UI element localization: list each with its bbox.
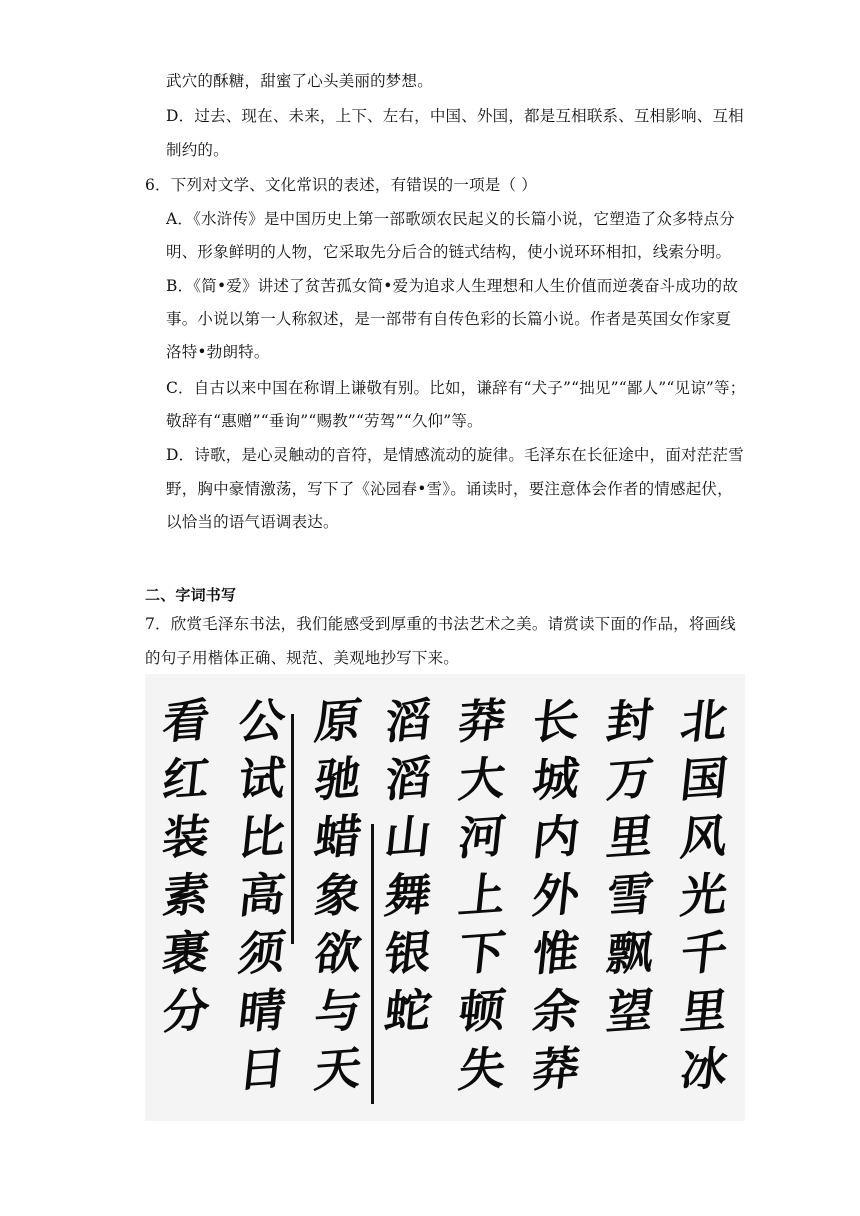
- q6-option-d-line2: 野，胸中豪情激荡，写下了《沁园春•雪》。诵读时，要注意体会作者的情感起伏，: [166, 480, 733, 498]
- calligraphy-character: 须: [235, 924, 289, 982]
- calligraphy-character: 光: [677, 866, 731, 924]
- calligraphy-character: 莽: [529, 1040, 583, 1098]
- calligraphy-character: 上: [455, 866, 509, 924]
- calligraphy-character: 城: [529, 750, 583, 808]
- calligraphy-character: 内: [529, 808, 583, 866]
- calligraphy-character: 河: [455, 808, 509, 866]
- q6-option-c-line2: 敬辞有“惠赠”“垂询”“赐教”“劳驾”“久仰”等。: [166, 412, 483, 430]
- calligraphy-character: 比: [235, 808, 289, 866]
- calligraphy-column-8: [153, 692, 219, 1040]
- calligraphy-character: 欲: [311, 924, 365, 982]
- q6-option-b-line3: 洛特•勃朗特。: [166, 343, 270, 361]
- calligraphy-character: 山: [381, 808, 435, 866]
- calligraphy-character: 与: [311, 982, 365, 1040]
- q5-option-d-line2: 制约的。: [166, 141, 229, 159]
- underline-mark: [371, 824, 374, 1104]
- calligraphy-column-3: [523, 692, 589, 1098]
- calligraphy-character: 象: [311, 866, 365, 924]
- calligraphy-character: 雪: [603, 866, 657, 924]
- calligraphy-character: 晴: [235, 982, 289, 1040]
- calligraphy-character: 顿: [455, 982, 509, 1040]
- calligraphy-character: 封: [603, 692, 657, 750]
- q6-stem: 6．下列对文学、文化常识的表述，有错误的一项是（ ）: [145, 176, 537, 194]
- q6-option-d-line1: D．诗歌，是心灵触动的音符，是情感流动的旋律。毛泽东在长征途中，面对茫茫雪: [166, 446, 744, 464]
- calligraphy-character: 里: [603, 808, 657, 866]
- calligraphy-character: 风: [677, 808, 731, 866]
- calligraphy-column-7: [229, 692, 295, 1098]
- calligraphy-character: 原: [311, 692, 365, 750]
- calligraphy-character: 日: [235, 1040, 289, 1098]
- calligraphy-column-6: [305, 692, 371, 1098]
- q7-stem-line2: 的句子用楷体正确、规范、美观地抄写下来。: [145, 649, 460, 667]
- calligraphy-character: 望: [603, 982, 657, 1040]
- q5-option-c-continued: 武穴的酥糖，甜蜜了心头美丽的梦想。: [166, 72, 433, 90]
- q6-option-a-line2: 明、形象鲜明的人物，它采取先分后合的链式结构，使小说环环相扣，线索分明。: [166, 243, 732, 261]
- calligraphy-character: 银: [381, 924, 435, 982]
- q6-option-b-line1: B．《简•爱》讲述了贫苦孤女简•爱为追求人生理想和人生价值而逆袭奋斗成功的故: [166, 277, 739, 295]
- calligraphy-character: 冰: [677, 1040, 731, 1098]
- q6-option-a-line1: A．《水浒传》是中国历史上第一部歌颂农民起义的长篇小说，它塑造了众多特点分: [166, 210, 735, 228]
- calligraphy-character: 里: [677, 982, 731, 1040]
- calligraphy-character: 大: [455, 750, 509, 808]
- calligraphy-character: 裹: [159, 924, 213, 982]
- calligraphy-column-2: [597, 692, 663, 1040]
- calligraphy-character: 滔: [381, 750, 435, 808]
- calligraphy-column-4: [449, 692, 515, 1098]
- calligraphy-character: 蜡: [311, 808, 365, 866]
- calligraphy-character: 万: [603, 750, 657, 808]
- q6-option-d-line3: 以恰当的语气语调表达。: [166, 513, 339, 531]
- calligraphy-character: 舞: [381, 866, 435, 924]
- calligraphy-character: 高: [235, 866, 289, 924]
- calligraphy-character: 蛇: [381, 982, 435, 1040]
- calligraphy-character: 惟: [529, 924, 583, 982]
- calligraphy-character: 外: [529, 866, 583, 924]
- calligraphy-character: 国: [677, 750, 731, 808]
- underline-mark: [291, 714, 294, 944]
- calligraphy-character: 莽: [455, 692, 509, 750]
- section-heading: 二、字词书写: [145, 586, 237, 604]
- calligraphy-character: 飘: [603, 924, 657, 982]
- calligraphy-character: 天: [311, 1040, 365, 1098]
- calligraphy-character: 千: [677, 924, 731, 982]
- calligraphy-character: 看: [159, 692, 213, 750]
- calligraphy-character: 素: [159, 866, 213, 924]
- calligraphy-character: 驰: [311, 750, 365, 808]
- calligraphy-character: 北: [677, 692, 731, 750]
- calligraphy-character: 分: [159, 982, 213, 1040]
- calligraphy-character: 失: [455, 1040, 509, 1098]
- calligraphy-character: 试: [235, 750, 289, 808]
- calligraphy-character: 长: [529, 692, 583, 750]
- q5-option-d-line1: D．过去、现在、未来，上下、左右，中国、外国，都是互相联系、互相影响、互相: [166, 107, 744, 125]
- calligraphy-column-1: [671, 692, 737, 1098]
- calligraphy-character: 下: [455, 924, 509, 982]
- calligraphy-character: 红: [159, 750, 213, 808]
- calligraphy-character: 余: [529, 982, 583, 1040]
- calligraphy-character: 装: [159, 808, 213, 866]
- calligraphy-character: 公: [235, 692, 289, 750]
- q6-option-c-line1: C．自古以来中国在称谓上谦敬有别。比如，谦辞有“犬子”“拙见”“鄙人”“见谅”等；: [166, 379, 746, 397]
- q6-option-b-line2: 事。小说以第一人称叙述，是一部带有自传色彩的长篇小说。作者是英国女作家夏: [166, 310, 732, 328]
- calligraphy-column-5: [375, 692, 441, 1040]
- calligraphy-image: [145, 674, 745, 1121]
- q7-stem-line1: 7．欣赏毛泽东书法，我们能感受到厚重的书法艺术之美。请赏读下面的作品，将画线: [145, 615, 736, 633]
- calligraphy-character: 滔: [381, 692, 435, 750]
